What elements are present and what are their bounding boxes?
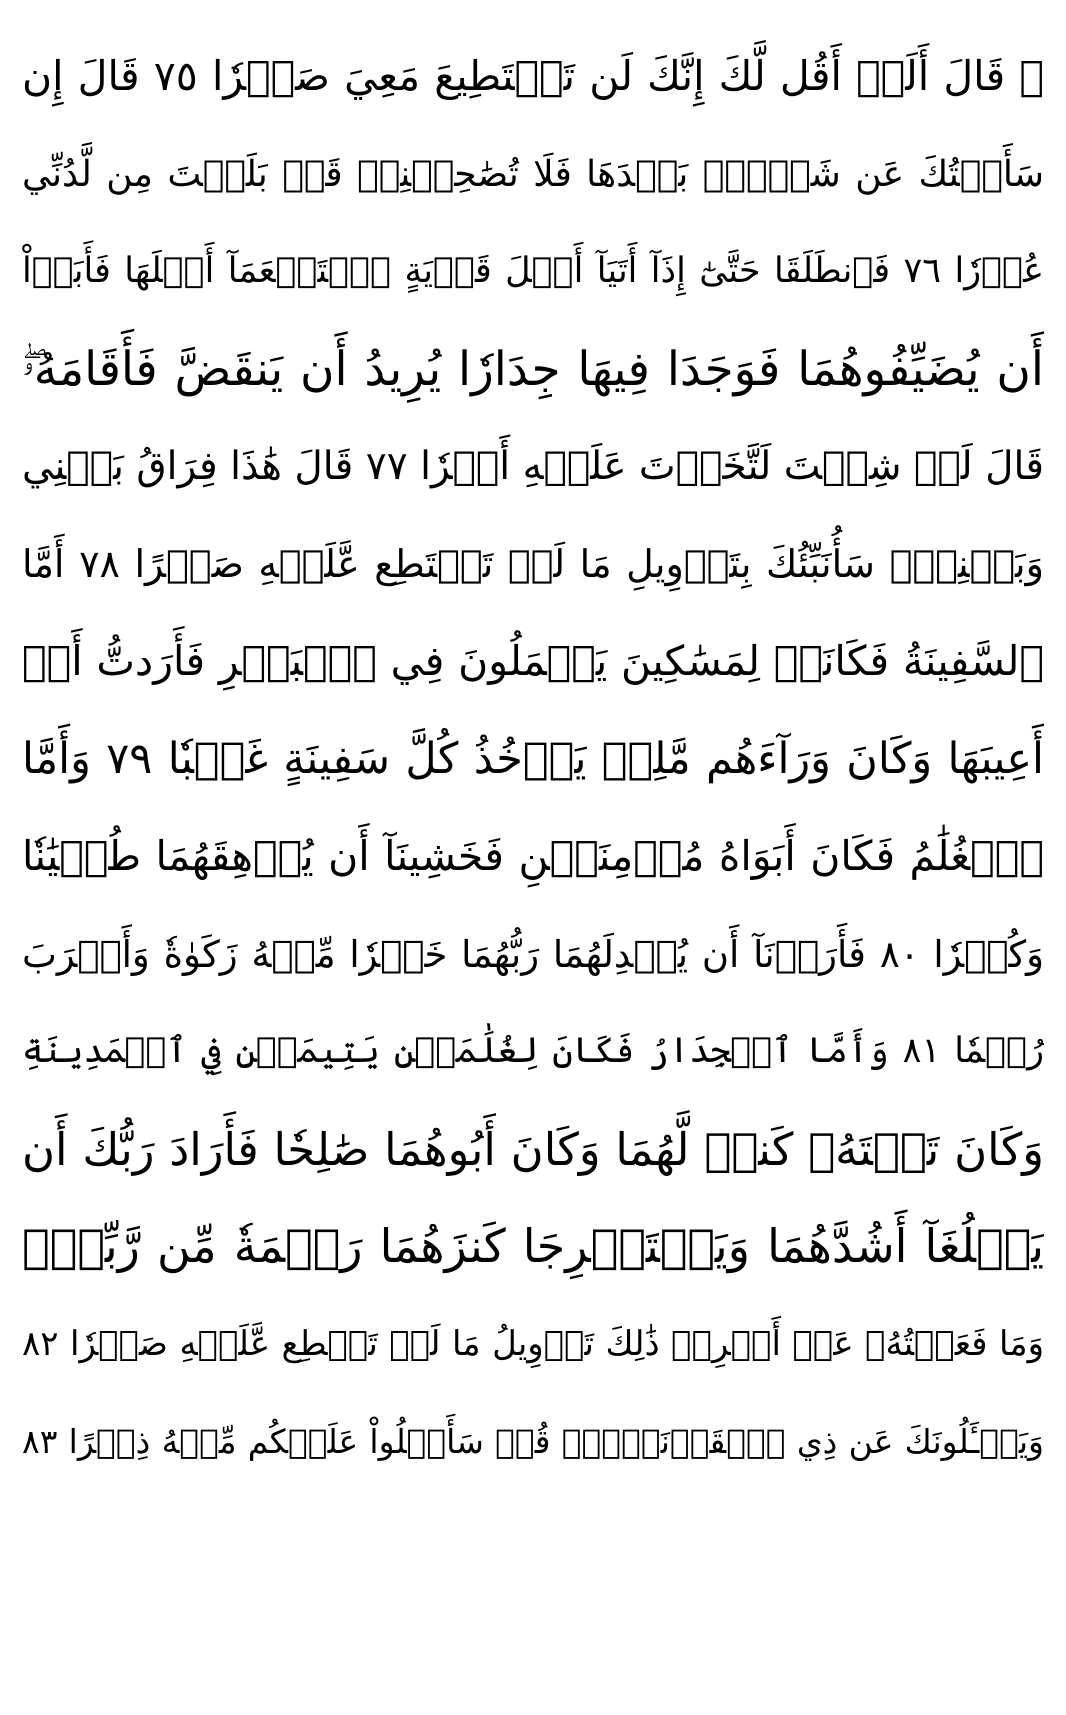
verse-line-2: سَأَلۡتُكَ عَن شَيۡءِۭ بَعۡدَهَا فَلَا تُصَٰحِبۡنِيۖ قَدۡ بَلَغۡتَ مِن لَّدُنِّي — [22, 153, 1044, 195]
verse-line-5: قَالَ لَوۡ شِئۡتَ لَتَّخَذۡتَ عَلَيۡهِ أَجۡرٗا ٧٧ قَالَ هَٰذَا فِرَاقُ بَيۡنِي — [22, 444, 1044, 489]
verse-line-14: وَمَا فَعَلۡتُهُۥ عَنۡ أَمۡرِيۚ ذَٰلِكَ تَأۡوِيلُ مَا لَمۡ تَسۡطِع عَّلَيۡهِ صَبۡرٗا ٨٢ — [22, 1323, 1044, 1364]
verse-line-13: يَبۡلُغَآ أَشُدَّهُمَا وَيَسۡتَخۡرِجَا كَنزَهُمَا رَحۡمَةٗ مِّن رَّبِّكَۚ — [22, 1219, 1044, 1273]
verse-line-1: ۞ قَالَ أَلَمۡ أَقُل لَّكَ إِنَّكَ لَن تَسۡتَطِيعَ مَعِيَ صَبۡرٗا ٧٥ قَالَ إِن — [22, 52, 1044, 100]
verse-line-8: أَعِيبَهَا وَكَانَ وَرَآءَهُم مَّلِكٞ يَأۡخُذُ كُلَّ سَفِينَةٍ غَصۡبٗا ٧٩ وَأَمَّا — [22, 733, 1044, 784]
verse-line-10: وَكُفۡرٗا ٨٠ فَأَرَدۡنَآ أَن يُبۡدِلَهُمَا رَبُّهُمَا خَيۡرٗا مِّنۡهُ زَكَوٰةٗ وَأَقۡرَبَ — [22, 932, 1044, 976]
verse-line-12: وَكَانَ تَحۡتَهُۥ كَنزٞ لَّهُمَا وَكَانَ أَبُوهُمَا صَٰلِحٗا فَأَرَادَ رَبُّكَ أَن — [22, 1122, 1044, 1176]
verse-line-3: عُذۡرٗا ٧٦ فَٱنطَلَقَا حَتَّىٰٓ إِذَآ أَتَيَآ أَهۡلَ قَرۡيَةٍ ٱسۡتَطۡعَمَآ أَهۡلَهَا فَأَبَوۡاْ — [22, 251, 1044, 291]
verse-line-7: ٱلسَّفِينَةُ فَكَانَتۡ لِمَسَٰكِينَ يَعۡمَلُونَ فِي ٱلۡبَحۡرِ فَأَرَدتُّ أَنۡ — [22, 637, 1044, 685]
verse-line-6: وَبَيۡنِكَۚ سَأُنَبِّئُكَ بِتَأۡوِيلِ مَا لَمۡ تَسۡتَطِع عَّلَيۡهِ صَبۡرًا ٧٨ أَمَّا — [22, 541, 1044, 586]
verse-line-15: وَيَسۡـَٔلُونَكَ عَن ذِي ٱلۡقَرۡنَيۡنِۖ قُلۡ سَأَتۡلُواْ عَلَيۡكُم مِّنۡهُ ذِكۡرًا ٨٣ — [22, 1422, 1044, 1461]
verse-line-9: ٱلۡغُلَٰمُ فَكَانَ أَبَوَاهُ مُؤۡمِنَيۡنِ فَخَشِينَآ أَن يُرۡهِقَهُمَا طُغۡيَٰنٗا — [22, 832, 1044, 880]
verse-line-11: رُحۡمٗا ٨١ وَأَمَّا ٱلۡجِدَارُ فَكَانَ لِغُلَٰمَيۡنِ يَتِيمَيۡنِ فِي ٱلۡمَدِينَةِ — [22, 1031, 1044, 1071]
verse-line-4: أَن يُضَيِّفُوهُمَا فَوَجَدَا فِيهَا جِدَارٗا يُرِيدُ أَن يَنقَضَّ فَأَقَامَهُۥۖ — [22, 341, 1044, 397]
